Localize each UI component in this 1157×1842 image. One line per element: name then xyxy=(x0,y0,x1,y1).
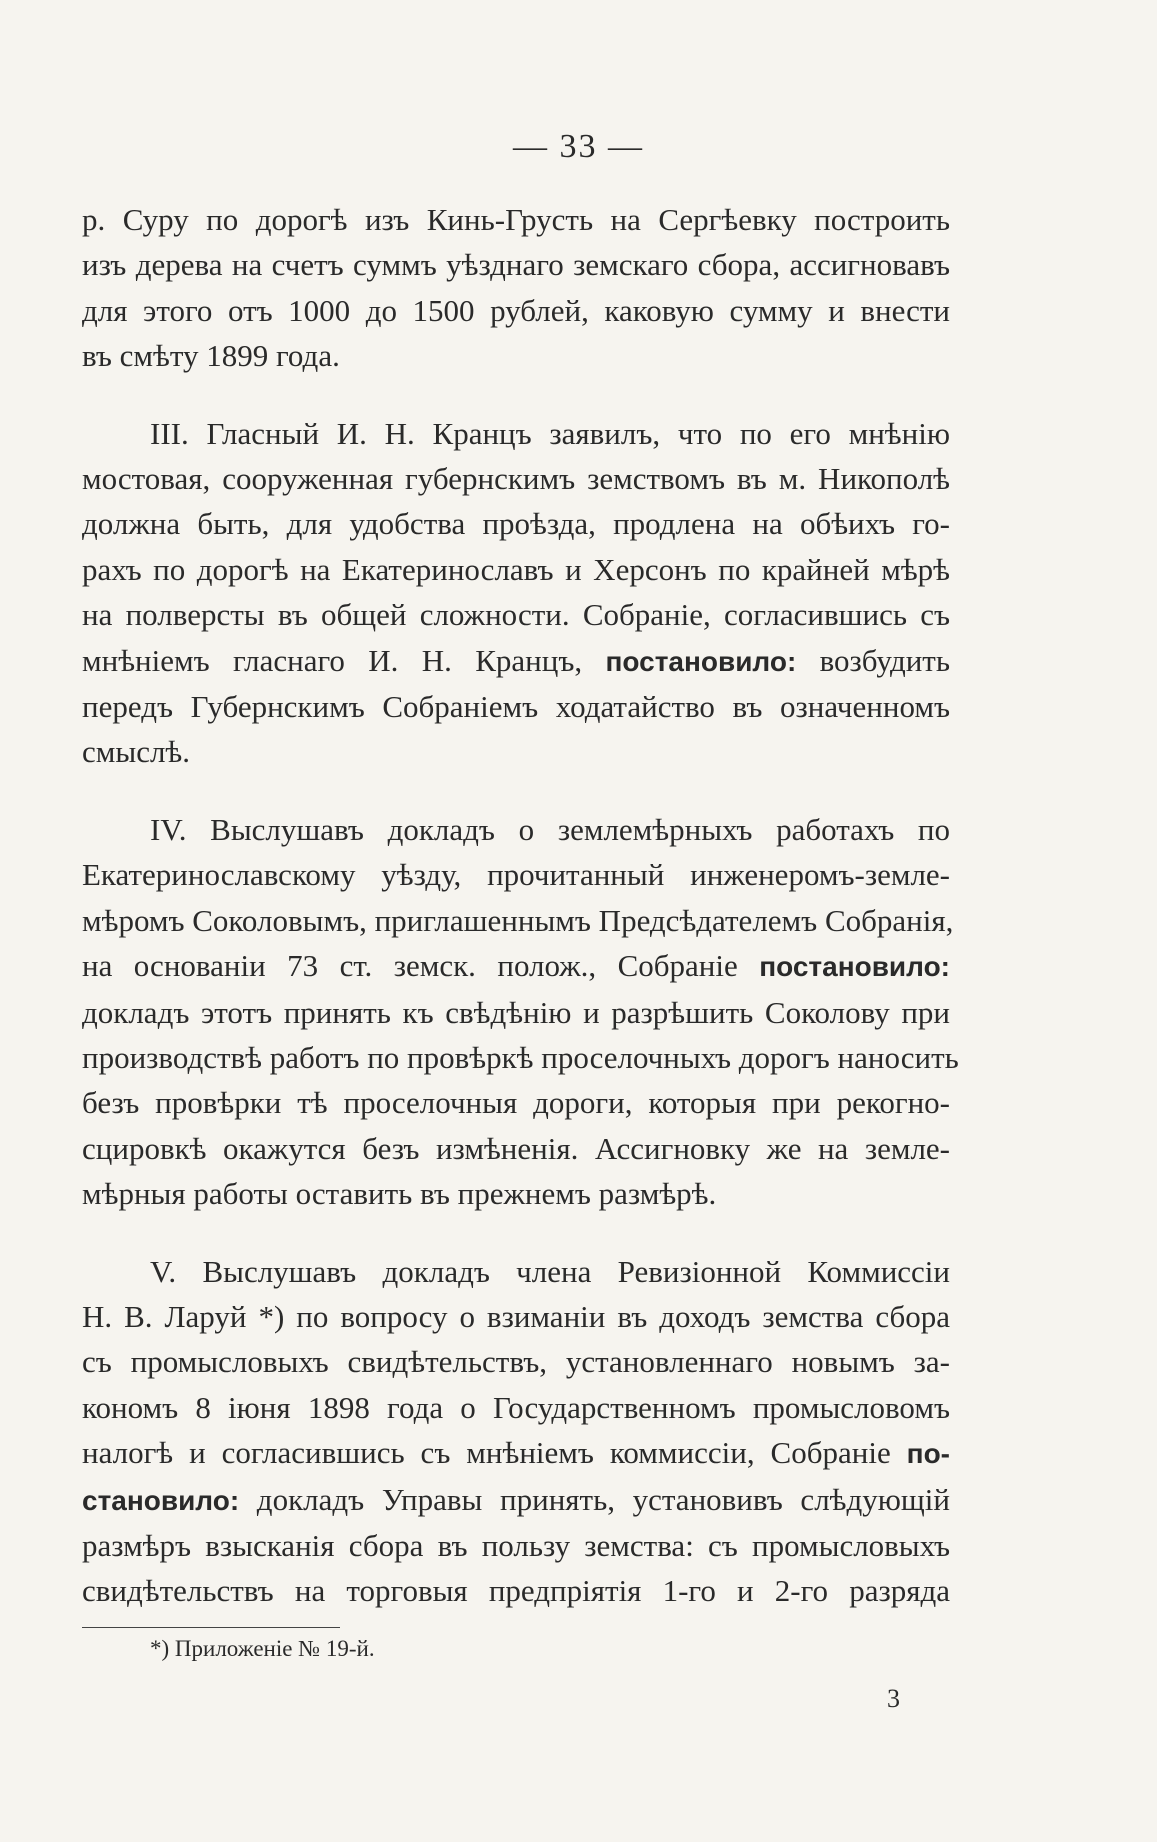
text-line: для этого отъ 1000 до 1500 рублей, каковую сумму и внести xyxy=(82,292,950,328)
text-line: мнѣніемъ гласнаго И. Н. Кранцъ, постановило: возбудить xyxy=(82,642,950,678)
text-line: смыслѣ. xyxy=(82,734,191,770)
text-line: кономъ 8 іюня 1898 года о Государственномъ промысловомъ xyxy=(82,1389,950,1425)
text-line: мѣромъ Соколовымъ, приглашеннымъ Предсѣдателемъ Собранія, xyxy=(82,902,954,938)
text-line: безъ провѣрки тѣ проселочныя дороги, которыя при рекогно- xyxy=(82,1085,950,1121)
text-line: изъ дерева на счетъ суммъ уѣзднаго земскаго сбора, ассигновавъ xyxy=(82,247,950,283)
text-line: размѣръ взысканія сбора въ пользу земства: съ промысловыхъ xyxy=(82,1527,950,1563)
resolution-word: по- xyxy=(906,1438,950,1470)
text-line: докладъ этотъ принять къ свѣдѣнію и разрѣшить Соколову при xyxy=(82,994,950,1030)
text-line: на основаніи 73 ст. земск. полож., Собраніе постановило: xyxy=(82,948,950,984)
text-line: въ смѣту 1899 года. xyxy=(82,338,340,374)
text-line: мѣрныя работы оставить въ прежнемъ размѣрѣ. xyxy=(82,1176,717,1212)
resolution-word: становило: xyxy=(82,1484,240,1516)
paragraph-v-start: V. Выслушавъ докладъ члена Ревизіонной Коммиссіи xyxy=(150,1253,950,1289)
text-line: свидѣтельствъ на торговыя предпріятія 1-го и 2-го разряда xyxy=(82,1573,950,1609)
text-line: становило: докладъ Управы принять, установивъ слѣдующій xyxy=(82,1481,950,1517)
text-line: р. Суру по дорогѣ изъ Кинь-Грусть на Сергѣевку построить xyxy=(82,202,950,237)
footnote: *) Приложеніе № 19-й. xyxy=(150,1636,375,1661)
text-line: мостовая, сооруженная губернскимъ земствомъ въ м. Никополѣ xyxy=(82,461,950,497)
paragraph-iv-start: IV. Выслушавъ докладъ о землемѣрныхъ работахъ по xyxy=(150,811,950,847)
paragraph-iii-start: III. Гласный И. Н. Кранцъ заявилъ, что по его мнѣнію xyxy=(150,415,950,451)
text-line: передъ Губернскимъ Собраніемъ ходатайство въ означенномъ xyxy=(82,689,950,725)
text-line: съ промысловыхъ свидѣтельствъ, установленнаго новымъ за- xyxy=(82,1344,950,1380)
signature-mark: 3 xyxy=(887,1684,900,1713)
resolution-word: постановило: xyxy=(759,951,950,983)
footnote-divider xyxy=(82,1627,340,1628)
body-text xyxy=(82,197,959,1614)
text-line: Н. В. Ларуй *) по вопросу о взиманіи въ доходъ земства сбора xyxy=(82,1298,950,1334)
text-line: Екатеринославскому уѣзду, прочитанный инженеромъ-земле- xyxy=(82,857,950,893)
resolution-word: постановило: xyxy=(605,645,797,677)
text-line: рахъ по дорогѣ на Екатеринославъ и Херсонъ по крайней мѣрѣ xyxy=(82,551,950,587)
text-line: на полверсты въ общей сложности. Собраніе, согласившись съ xyxy=(82,597,950,633)
text-line: налогѣ и согласившись съ мнѣніемъ коммиссіи, Собраніе по- xyxy=(82,1435,950,1471)
text-line: сцировкѣ окажутся безъ измѣненія. Ассигновку же на земле- xyxy=(82,1130,950,1166)
text-line: производствѣ работъ по провѣркѣ проселочныхъ дорогъ наносить xyxy=(82,1039,959,1075)
text-line: должна быть, для удобства проѣзда, продлена на обѣихъ го- xyxy=(82,506,950,542)
page-number: — 33 — xyxy=(513,128,644,165)
